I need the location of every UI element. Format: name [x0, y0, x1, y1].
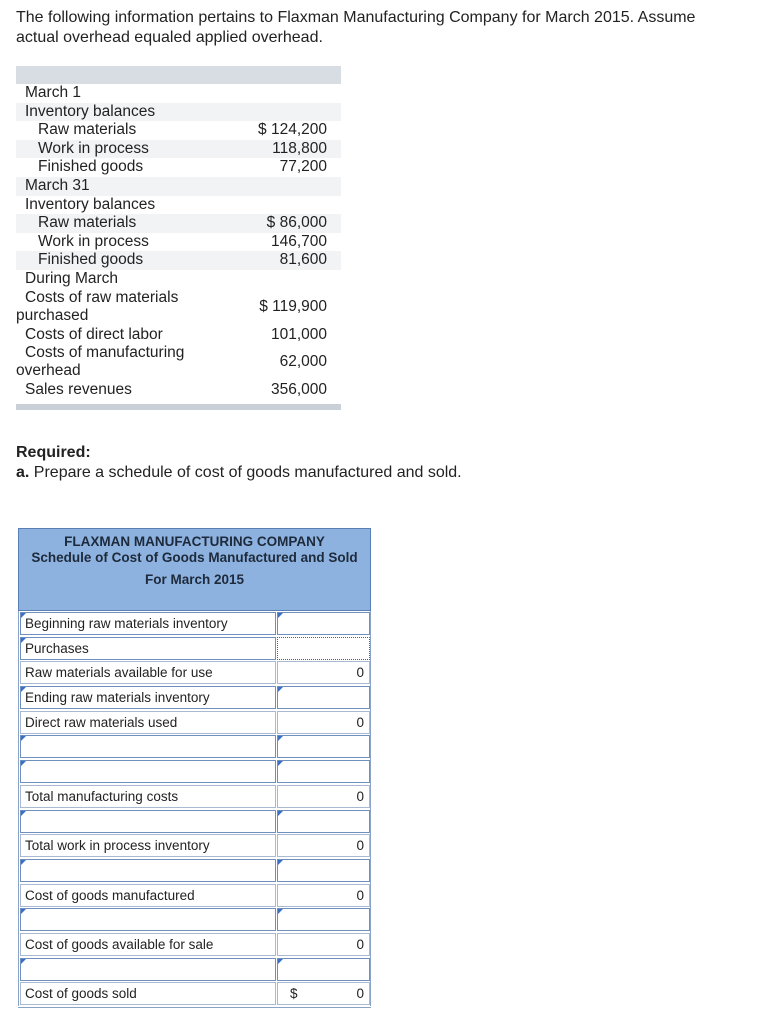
row-label: Raw materials [38, 121, 137, 139]
label-input[interactable] [20, 958, 276, 981]
input-marker-icon [278, 687, 283, 692]
row-value: 81,600 [279, 251, 327, 269]
schedule-row [18, 685, 371, 710]
required-section [16, 443, 462, 483]
data-row [16, 344, 341, 381]
computed-amount: 0 [277, 785, 370, 808]
label-input[interactable] [20, 686, 276, 709]
row-value: 118,800 [272, 139, 327, 157]
amount-input[interactable] [277, 686, 370, 709]
data-table-header [16, 66, 341, 84]
section-label: During March [25, 269, 119, 287]
row-label: Finished goods [38, 158, 144, 176]
label-input[interactable] [20, 908, 276, 931]
required-title: Required: [16, 444, 91, 461]
schedule-row [18, 809, 371, 834]
input-marker-icon [21, 613, 26, 618]
computed-amount: 0 [277, 834, 370, 857]
section-label: March 31 [25, 176, 90, 194]
data-row [16, 140, 341, 159]
schedule-row [18, 784, 371, 809]
label-input[interactable] [20, 859, 276, 882]
data-row [16, 196, 341, 215]
section-label: March 1 [25, 84, 81, 101]
section-label: Inventory balances [25, 102, 156, 120]
data-row [16, 326, 341, 345]
input-marker-icon [278, 959, 283, 964]
item-prefix: a. [16, 464, 30, 481]
data-row [16, 233, 341, 252]
input-marker-icon [278, 736, 283, 741]
schedule-row [18, 957, 371, 982]
row-value: 356,000 [270, 381, 327, 399]
data-row [16, 84, 341, 103]
row-value: $ 119,900 [259, 297, 327, 315]
amount-input[interactable] [277, 637, 370, 660]
computed-amount: 0 [277, 711, 370, 734]
row-label: Costs of manufacturing [25, 344, 185, 362]
schedule-row [18, 883, 371, 908]
row-value: 62,000 [279, 353, 327, 371]
schedule-row [18, 636, 371, 661]
schedule-header [18, 528, 371, 611]
row-label: Sales revenues [25, 381, 132, 399]
row-label [20, 884, 276, 907]
computed-amount [277, 982, 370, 1005]
data-row [16, 158, 341, 177]
row-label [20, 785, 276, 808]
input-marker-icon [278, 909, 283, 914]
row-value: 77,200 [279, 158, 327, 176]
label-input[interactable] [20, 612, 276, 635]
amount-input[interactable] [277, 612, 370, 635]
input-marker-icon [21, 736, 26, 741]
schedule-title: Schedule of Cost of Goods Manufactured and Sold [31, 550, 358, 565]
row-value: $ 124,200 [258, 121, 327, 139]
amount-input[interactable] [277, 810, 370, 833]
computed-amount: 0 [277, 933, 370, 956]
schedule-bottom-border [18, 1006, 371, 1008]
input-marker-icon [21, 638, 26, 643]
row-label: Finished goods [38, 251, 144, 269]
data-row [16, 177, 341, 196]
section-label: Inventory balances [25, 195, 156, 213]
data-row [16, 270, 341, 289]
schedule-row [18, 858, 371, 883]
schedule-row [18, 932, 371, 957]
row-label [20, 711, 276, 734]
data-row [16, 251, 341, 270]
label-input[interactable] [20, 760, 276, 783]
amount-input[interactable] [277, 958, 370, 981]
schedule-row [18, 611, 371, 636]
input-marker-icon [21, 860, 26, 865]
amount-input[interactable] [277, 908, 370, 931]
label-text: Direct raw materials used [25, 714, 178, 730]
row-value: 101,000 [270, 325, 327, 343]
input-marker-icon [21, 761, 26, 766]
row-label: Costs of direct labor [25, 325, 163, 343]
given-data-table [16, 66, 341, 410]
amount-input[interactable] [277, 735, 370, 758]
label-text: Cost of goods manufactured [25, 887, 195, 903]
cogm-schedule [18, 528, 371, 1008]
input-marker-icon [278, 761, 283, 766]
input-marker-icon [278, 860, 283, 865]
problem-intro: The following information pertains to Flaxman Manufacturing Company for March 2015. Assume actual overhead equaled applied overhead. [16, 9, 696, 46]
row-label [20, 834, 276, 857]
company-name: FLAXMAN MANUFACTURING COMPANY [64, 534, 325, 549]
amount-value: 0 [356, 986, 364, 1002]
amount-input[interactable] [277, 760, 370, 783]
schedule-period: For March 2015 [144, 572, 245, 587]
row-value: 146,700 [270, 232, 327, 250]
row-label-wrap: overhead [16, 362, 81, 380]
row-label: Costs of raw materials [25, 288, 179, 306]
label-text: Total manufacturing costs [25, 788, 179, 804]
row-label [20, 661, 276, 684]
amount-input[interactable] [277, 859, 370, 882]
row-label: Work in process [38, 232, 149, 250]
input-marker-icon [21, 959, 26, 964]
schedule-row [18, 907, 371, 932]
row-label [20, 982, 276, 1005]
label-text: Purchases [25, 640, 89, 656]
data-row [16, 103, 341, 122]
label-text: Total work in process inventory [25, 838, 210, 854]
label-text: Cost of goods sold [25, 986, 137, 1002]
label-text: Beginning raw materials inventory [25, 616, 228, 631]
data-row [16, 289, 341, 326]
label-input[interactable] [20, 810, 276, 833]
label-input[interactable] [20, 735, 276, 758]
computed-amount: 0 [277, 661, 370, 684]
row-label [20, 933, 276, 956]
schedule-row [18, 660, 371, 685]
computed-amount: 0 [277, 884, 370, 907]
label-input[interactable] [20, 637, 276, 660]
required-item [16, 463, 462, 483]
row-label: Work in process [38, 139, 149, 157]
label-text: Cost of goods available for sale [25, 936, 214, 952]
input-marker-icon [21, 687, 26, 692]
data-row [16, 121, 341, 140]
label-text: Raw materials available for use [25, 665, 213, 681]
schedule-row [18, 759, 371, 784]
input-marker-icon [278, 613, 283, 618]
label-text: Ending raw materials inventory [25, 690, 210, 706]
schedule-row [18, 734, 371, 759]
row-value: $ 86,000 [266, 214, 327, 232]
schedule-row [18, 833, 371, 858]
input-marker-icon [21, 811, 26, 816]
input-marker-icon [278, 811, 283, 816]
row-label-wrap: purchased [16, 306, 89, 324]
schedule-row [18, 981, 371, 1006]
schedule-row [18, 710, 371, 735]
row-label: Raw materials [38, 214, 137, 232]
data-table-footer [16, 404, 341, 410]
data-row [16, 214, 341, 233]
item-text: Prepare a schedule of cost of goods manufactured and sold. [33, 464, 462, 481]
input-marker-icon [21, 909, 26, 914]
data-row [16, 381, 341, 400]
dollar-sign: $ [290, 986, 298, 1002]
